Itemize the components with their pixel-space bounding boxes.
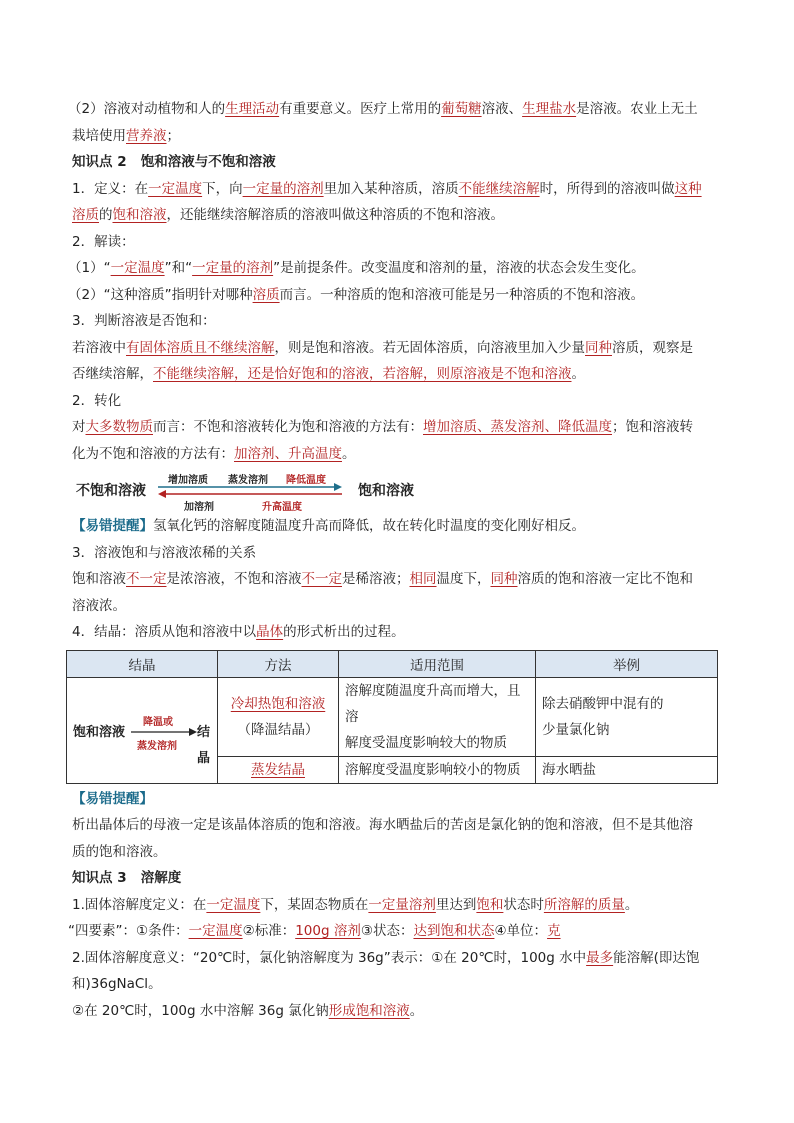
solubility-definition: 1.固体溶解度定义：在一定温度下，某固态物质在一定量溶剂里达到饱和状态时所溶解的质量。	[72, 896, 639, 913]
tip-label: 【易错提醒】	[72, 518, 153, 534]
interpretation-2: （2）“这种溶质”指明针对哪种溶质而言。一种溶质的饱和溶液可能是另一种溶质的不饱和溶液。	[68, 286, 645, 303]
diagram-arrows	[72, 471, 372, 511]
conversion-diagram	[72, 471, 720, 511]
table-cell: 除去硝酸钾中混有的 少量氯化钠	[536, 677, 718, 756]
diagram-label-lower-temp: 降低温度	[286, 475, 326, 486]
table-cell: 海水晒盐	[536, 756, 718, 783]
diagram-saturated: 饱和溶液	[73, 725, 126, 740]
table-header: 适用范围	[339, 650, 536, 677]
judge-heading: 3．判断溶液是否饱和：	[72, 313, 216, 329]
text: 栽培使用	[72, 127, 126, 144]
interpretation-1: （1）“一定温度”和“一定量的溶剂”是前提条件。改变温度和溶剂的量，溶液的状态会发生变化。	[68, 260, 645, 276]
table-row	[67, 677, 718, 756]
paragraph-significance	[68, 96, 720, 123]
crystallization-diagram	[67, 704, 217, 766]
diagram-label-add-solute: 增加溶质	[168, 475, 208, 486]
diagram-label-raise-temp: 升高温度	[262, 502, 302, 513]
relation-line-2: 溶液浓。	[72, 597, 126, 614]
table-header: 举例	[536, 650, 718, 677]
blank-answer: 生理活动	[225, 101, 280, 117]
table-header-row	[67, 650, 718, 677]
diagram-unsaturated: 不饱和溶液	[76, 483, 146, 499]
tip-2-label: 【易错提醒】	[72, 790, 153, 807]
conversion-line-2: 化为不饱和溶液的方法有：加溶剂、升高温度。	[72, 445, 356, 462]
interpretation-heading: 2．解读：	[72, 233, 135, 250]
relation-heading: 3．溶液饱和与溶液浓稀的关系	[72, 544, 257, 561]
text: （2）溶液对动植物和人的	[68, 101, 226, 117]
section-heading-2	[72, 149, 720, 176]
four-elements: “四要素”：①条件：一定温度②标准：100g 溶剂③状态：达到饱和状态④单位：克	[68, 923, 561, 939]
blank-answer: 葡萄糖	[441, 101, 482, 117]
solubility-meaning-cont: 和)36gNaCl。	[72, 976, 162, 992]
conversion-line-1: 对大多数物质而言：不饱和溶液转化为饱和溶液的方法有：增加溶质、蒸发溶剂、降低温度；饱和溶液转	[72, 419, 693, 435]
solubility-meaning: 2.固体溶解度意义：“20℃时，氯化钠溶解度为 36g”表示：①在 20℃时，100g 水中最多能溶解(即达饱	[72, 949, 700, 966]
table-header: 结晶	[67, 650, 218, 677]
section-number: 知识点 2	[72, 154, 127, 170]
section-heading-3	[72, 865, 720, 892]
blank-answer: 营养液	[126, 127, 167, 144]
diagram-crystal: 结晶	[197, 725, 211, 766]
conversion-heading: 2．转化	[72, 392, 122, 409]
crystallization-diagram-cell	[67, 677, 218, 783]
text: 有重要意义。医疗上常用的	[279, 101, 442, 117]
section-title: 饱和溶液与不饱和溶液	[140, 154, 276, 170]
text: 溶液、	[481, 101, 523, 117]
crystallization-table	[66, 650, 718, 784]
definition-line-cont: 溶质的饱和溶液，还能继续溶解溶质的溶液叫做这种溶质的不饱和溶液。	[72, 207, 504, 223]
judge-line-2: 否继续溶解，不能继续溶解，还是恰好饱和的溶液，若溶解，则原溶液是不饱和溶液。	[72, 366, 585, 382]
diagram-label-evaporate: 蒸发溶剂	[228, 475, 268, 486]
backward-arrowhead	[158, 490, 166, 498]
solubility-meaning-2: ②在 20℃时，100g 水中溶解 36g 氯化钠形成饱和溶液。	[72, 1002, 424, 1019]
relation-line-1: 饱和溶液不一定是浓溶液，不饱和溶液不一定是稀溶液；相同温度下，同种溶质的饱和溶液一定比不饱和	[72, 571, 693, 587]
crystallization-line: 4．结晶：溶质从饱和溶液中以晶体的形式析出的过程。	[72, 624, 405, 640]
blank-answer: 生理盐水	[522, 101, 577, 117]
forward-arrowhead	[334, 483, 342, 491]
table-cell: 溶解度受温度影响较小的物质	[339, 756, 536, 783]
diagram-label-evaporate: 蒸发溶剂	[137, 741, 177, 752]
text: ；	[166, 127, 180, 144]
text: 是溶液。农业上无土	[576, 101, 698, 117]
table-header: 方法	[218, 650, 339, 677]
definition-line: 1．定义：在一定温度下，向一定量的溶剂里加入某种溶质，溶质不能继续溶解时，所得到的溶液叫做这种	[72, 180, 702, 197]
table-cell: 冷却热饱和溶液 （降温结晶）	[218, 677, 339, 756]
paragraph-significance-cont	[72, 123, 720, 150]
diagram-label-add-solvent: 加溶剂	[184, 502, 214, 513]
section-number: 知识点 3	[72, 870, 127, 886]
diagram-label-cool: 降温或	[143, 717, 173, 728]
tip-1: 【易错提醒】氢氧化钙的溶解度随温度升高而降低，故在转化时温度的变化刚好相反。	[72, 518, 585, 534]
tip-2-line-1: 析出晶体后的母液一定是该晶体溶质的饱和溶液。海水晒盐后的苦卤是氯化钠的饱和溶液，但不是其他溶	[72, 817, 693, 833]
table-cell: 蒸发结晶	[218, 756, 339, 783]
diagram-saturated: 饱和溶液	[358, 483, 414, 499]
tip-2-line-2: 质的饱和溶液。	[72, 843, 167, 860]
section-title: 溶解度	[140, 870, 182, 886]
table-cell: 溶解度随温度升高而增大，且溶 解度受温度影响较大的物质	[339, 677, 536, 756]
judge-line-1: 若溶液中有固体溶质且不继续溶解，则是饱和溶液。若无固体溶质，向溶液里加入少量同种溶质，观察是	[72, 339, 693, 356]
document-page	[68, 96, 720, 1024]
